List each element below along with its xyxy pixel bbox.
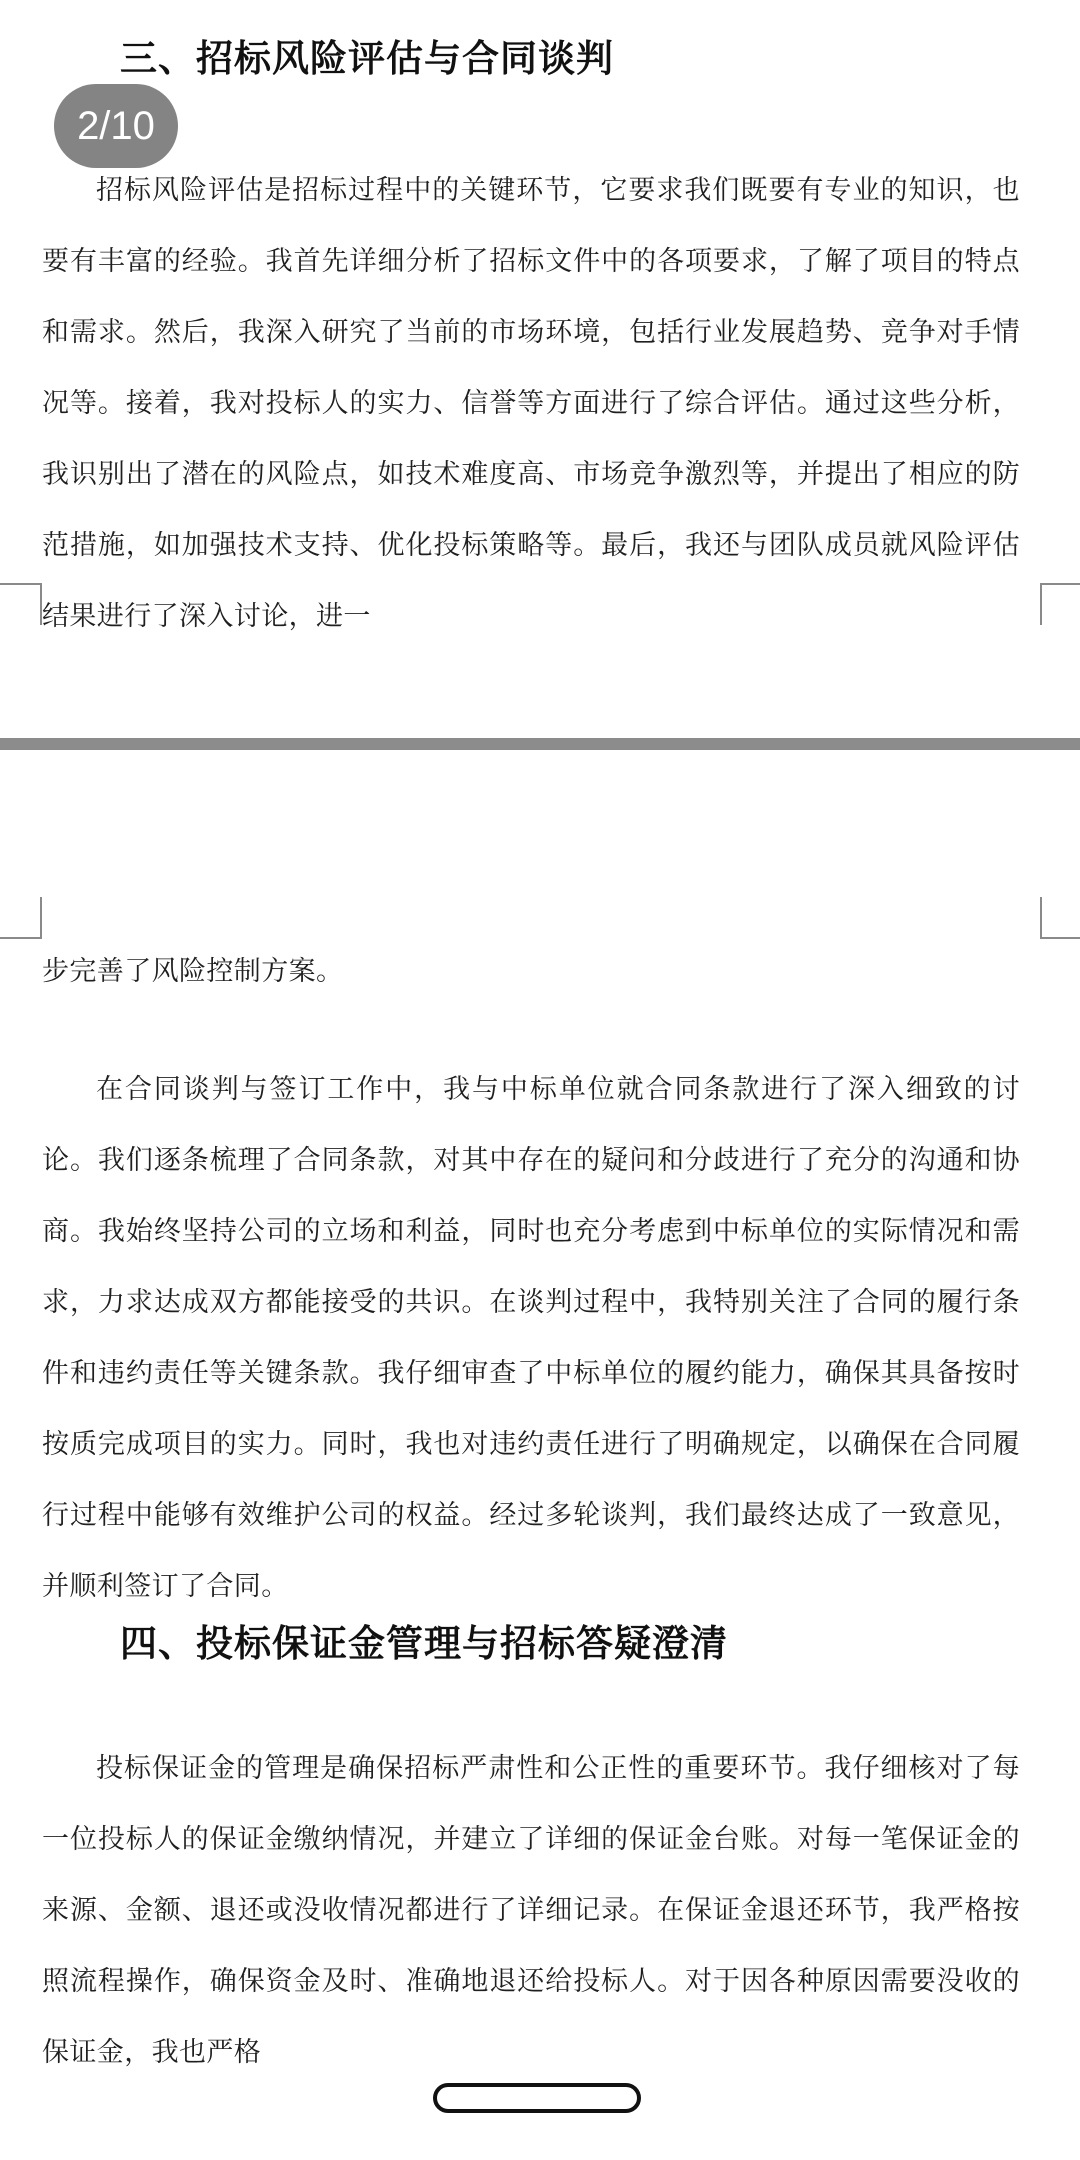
page-corner-mark bbox=[1040, 583, 1080, 625]
page-indicator-badge: 2/10 bbox=[54, 84, 178, 168]
section-heading-partial: 三、招标风险评估与合同谈判 bbox=[120, 37, 614, 80]
paragraph-deposit-management: 投标保证金的管理是确保招标严肃性和公正性的重要环节。我仔细核对了每一位投标人的保证金缴纳情况，并建立了详细的保证金台账。对每一笔保证金的来源、金额、退还或没收情况都进行了详细记录。在保证金退还环节，我严格按照流程操作，确保资金及时、准确地退还给投标人。对于因各种原因需要没收的保证金，我也严格 bbox=[42, 1753, 1020, 2068]
paragraph-risk-assessment: 招标风险评估是招标过程中的关键环节，它要求我们既要有专业的知识，也要有丰富的经验。我首先详细分析了招标文件中的各项要求，了解了项目的特点和需求。然后，我深入研究了当前的市场环境，包括行业发展趋势、竞争对手情况等。接着，我对投标人的实力、信誉等方面进行了综合评估。通过这些分析，我识别出了潜在的风险点，如技术难度高、市场竞争激烈等，并提出了相应的防范措施，如加强技术支持、优化投标策略等。最后，我还与团队成员就风险评估结果进行了深入讨论，进一 bbox=[42, 175, 1020, 632]
page-corner-mark bbox=[0, 897, 42, 939]
page-corner-mark bbox=[1040, 897, 1080, 939]
paragraph-contract-negotiation: 在合同谈判与签订工作中，我与中标单位就合同条款进行了深入细致的讨论。我们逐条梳理了合同条款，对其中存在的疑问和分歧进行了充分的沟通和协商。我始终坚持公司的立场和利益，同时也充分考虑到中标单位的实际情况和需求，力求达成双方都能接受的共识。在谈判过程中，我特别关注了合同的履行条件和违约责任等关键条款。我仔细审查了中标单位的履约能力，确保其具备按时按质完成项目的实力。同时，我也对违约责任进行了明确规定，以确保在合同履行过程中能够有效维护公司的权益。经过多轮谈判，我们最终达成了一致意见，并顺利签订了合同。 bbox=[42, 1074, 1020, 1602]
page-corner-mark bbox=[0, 583, 42, 625]
page-separator bbox=[0, 738, 1080, 750]
section-heading: 四、投标保证金管理与招标答疑澄清 bbox=[120, 1622, 728, 1665]
home-gesture-bar[interactable] bbox=[433, 2083, 641, 2113]
paragraph-risk-assessment-continued: 步完善了风险控制方案。 bbox=[42, 956, 344, 987]
